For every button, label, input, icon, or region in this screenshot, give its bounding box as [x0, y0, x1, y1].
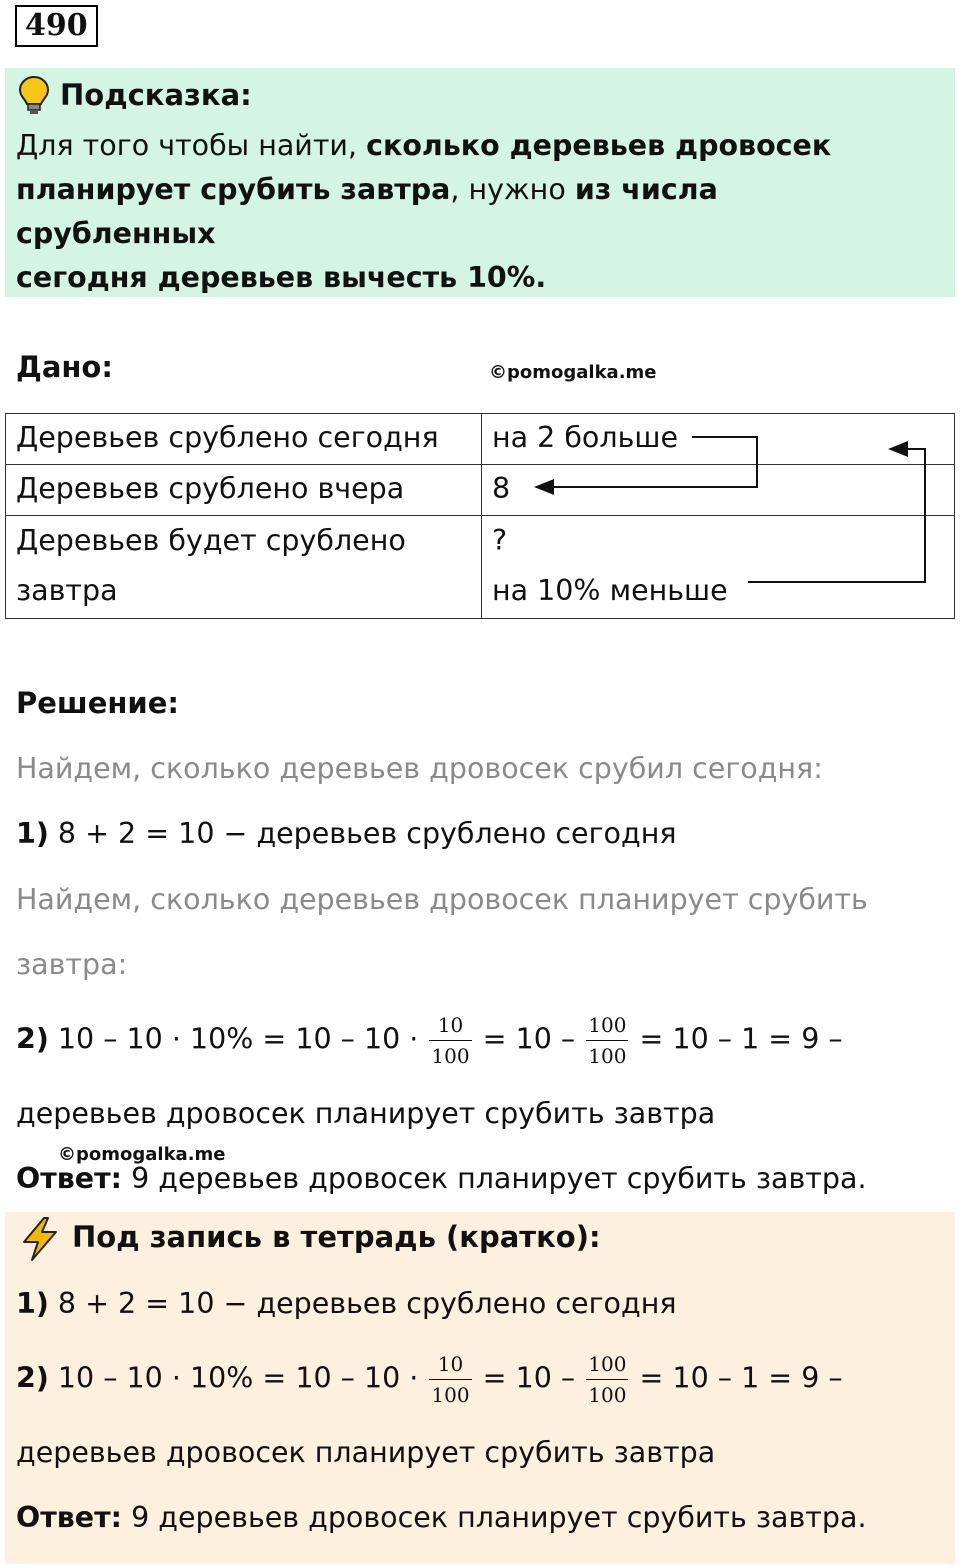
hint-text-part: , нужно: [450, 173, 575, 206]
notebook-text: деревьев дровосек планирует срубить завтра: [16, 1436, 716, 1469]
step-text: = 10 – 1 = 9 –: [630, 1361, 843, 1395]
value-line: на 10% меньше: [492, 574, 728, 607]
solution-text: Найдем, сколько деревьев дровосек срубил сегодня:: [16, 752, 823, 785]
step-text: 8 + 2 = 10 − деревьев срублено сегодня: [48, 1287, 677, 1320]
step-number: 2): [16, 1361, 49, 1395]
solution-text: деревьев дровосек планирует срубить завтра: [16, 1097, 716, 1130]
fraction-denominator: 100: [588, 1044, 627, 1068]
answer-label: Ответ:: [16, 1162, 123, 1195]
answer-text: 9 деревьев дровосек планирует срубить завтра.: [122, 1162, 867, 1195]
step-number: 2): [16, 1022, 49, 1056]
fraction: [429, 1349, 471, 1410]
arrow-tomorrow-to-today: [748, 449, 925, 582]
fraction-numerator: 100: [586, 1010, 628, 1041]
fraction-numerator: 10: [429, 1010, 471, 1041]
value-line: ?: [492, 524, 508, 557]
step-text: = 10 –: [473, 1361, 585, 1395]
solution-step-1: [16, 817, 676, 850]
notebook-step-2: [16, 1349, 843, 1410]
solution-step-2: [16, 1010, 843, 1071]
notebook-answer: [16, 1501, 867, 1534]
answer-text: 9 деревьев дровосек планирует срубить завтра.: [122, 1501, 867, 1534]
hint-text-bold: из числа срубленных: [16, 173, 718, 250]
table-cell-label: Деревьев срублено вчера: [6, 465, 482, 516]
fraction: [586, 1010, 628, 1071]
answer-label: Ответ:: [16, 1501, 123, 1534]
fraction-numerator: 10: [429, 1349, 471, 1380]
fraction: [586, 1349, 628, 1410]
table-cell-value: 8: [482, 465, 955, 516]
label-line: завтра: [16, 574, 118, 607]
hint-text-part: Для того чтобы найти,: [16, 129, 367, 162]
arrow-today-to-yesterday: [536, 437, 757, 487]
step-text: 8 + 2 = 10 − деревьев срублено сегодня: [48, 817, 677, 850]
hint-text-bold: планирует срубить завтра: [16, 173, 451, 206]
notebook-step-1: [16, 1287, 676, 1320]
step-number: 1): [16, 817, 49, 850]
solution-text: завтра:: [16, 948, 128, 981]
relation-arrows: [0, 0, 960, 640]
hint-text-bold: сегодня деревьев вычесть 10%.: [16, 261, 547, 294]
solution-title: Решение:: [16, 686, 180, 720]
hint-text-bold: сколько деревьев дровосек: [366, 129, 832, 162]
fraction: [429, 1010, 471, 1071]
watermark: ©pomogalka.me: [58, 1144, 226, 1165]
step-text: 10 – 10 · 10% = 10 – 10 ·: [48, 1361, 428, 1395]
label-line: Деревьев будет срублено: [16, 524, 406, 557]
answer: [16, 1162, 867, 1195]
step-text: = 10 – 1 = 9 –: [630, 1022, 843, 1056]
step-text: = 10 –: [473, 1022, 585, 1056]
solution-text: Найдем, сколько деревьев дровосек планирует срубить: [16, 883, 868, 916]
table-cell-value: на 2 больше: [482, 414, 955, 465]
fraction-denominator: 100: [431, 1044, 470, 1068]
watermark: ©pomogalka.me: [489, 362, 657, 383]
step-text: 10 – 10 · 10% = 10 – 10 ·: [48, 1022, 428, 1056]
fraction-numerator: 100: [586, 1349, 628, 1380]
notebook-title: Под запись в тетрадь (кратко):: [72, 1220, 601, 1254]
given-title: Дано:: [16, 350, 113, 384]
table-cell-label: Деревьев срублено сегодня: [6, 414, 482, 465]
fraction-denominator: 100: [431, 1383, 470, 1407]
problem-number: 490: [15, 5, 98, 47]
fraction-denominator: 100: [588, 1383, 627, 1407]
lightning-icon: [18, 1216, 62, 1262]
step-number: 1): [16, 1287, 49, 1320]
hint-title: Подсказка:: [60, 78, 252, 112]
